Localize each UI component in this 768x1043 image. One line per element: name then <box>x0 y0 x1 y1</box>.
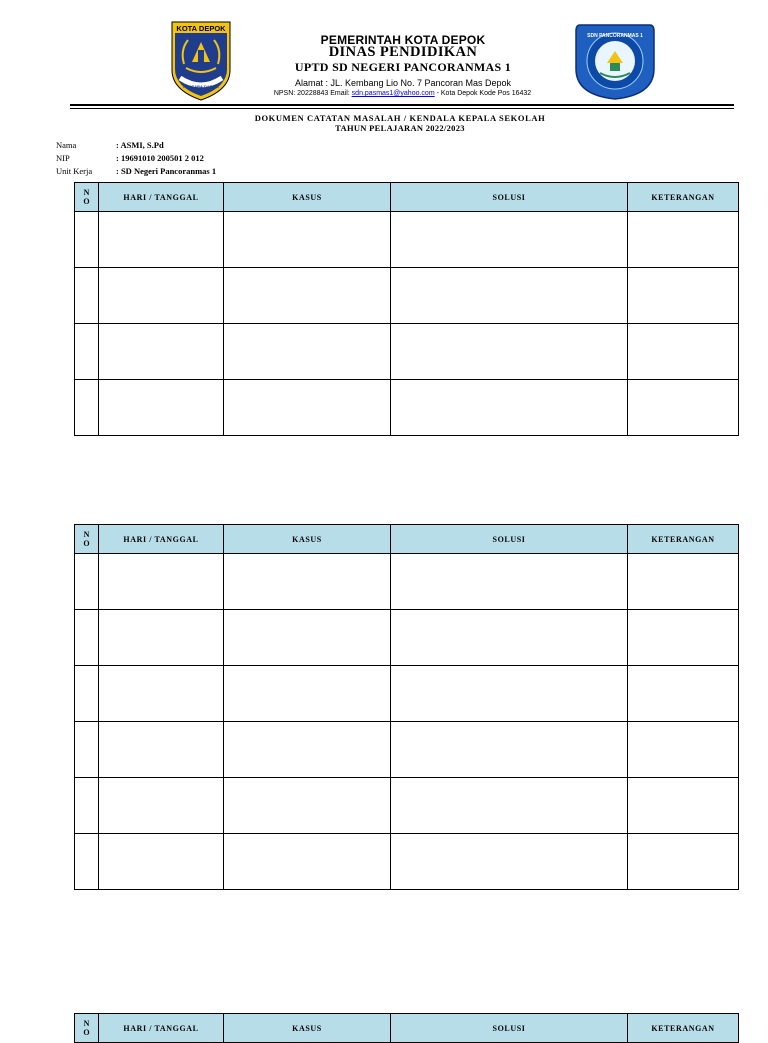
cell-solution <box>391 610 628 666</box>
npsn-suffix: - Kota Depok Kode Pos 16432 <box>434 90 532 97</box>
cell-case <box>224 324 391 380</box>
table-row <box>75 554 739 610</box>
table-row <box>75 778 739 834</box>
cell-date <box>99 268 224 324</box>
table-header-row <box>75 525 739 554</box>
info-unit-value: : SD Negeri Pancoranmas 1 <box>116 166 217 176</box>
department-name: DINAS PENDIDIKAN <box>328 44 478 60</box>
cell-solution <box>391 212 628 268</box>
cell-solution <box>391 324 628 380</box>
email-link[interactable]: sdn.pasmas1@yahoo.com <box>351 90 435 97</box>
info-nip-value: : 19691010 200501 2 012 <box>116 153 204 163</box>
contact-line <box>230 90 575 97</box>
logo-left-ribbon-text: PANCARA DARMA <box>183 84 219 89</box>
cell-case <box>224 722 391 778</box>
table-row <box>75 268 739 324</box>
logo-right-text: SDN PANCORANMAS 1 <box>587 33 643 39</box>
col-header-date: HARI / TANGGAL <box>99 183 224 212</box>
header-divider-thick <box>70 104 734 106</box>
cell-case <box>224 380 391 436</box>
cell-remarks <box>628 554 739 610</box>
table-row <box>75 212 739 268</box>
document-subtitle: TAHUN PELAJARAN 2022/2023 <box>335 123 465 133</box>
npsn-prefix: NPSN: 20228843 Email: <box>273 90 350 97</box>
sdn-pancoranmas-school-emblem-icon <box>574 21 656 101</box>
cell-date <box>99 778 224 834</box>
table-row <box>75 324 739 380</box>
col-header-solution: SOLUSI <box>391 183 628 212</box>
cell-solution <box>391 778 628 834</box>
cell-case <box>224 554 391 610</box>
cell-remarks <box>628 380 739 436</box>
cell-no <box>75 324 99 380</box>
col-header-case: KASUS <box>224 1014 391 1043</box>
school-name: UPTD SD NEGERI PANCORANMAS 1 <box>294 60 512 74</box>
cell-solution <box>391 834 628 890</box>
cell-case <box>224 610 391 666</box>
header-divider-thin <box>70 108 734 109</box>
school-address: Alamat : JL. Kembang Lio No. 7 Pancoran Mas Depok <box>294 78 512 88</box>
cell-solution <box>391 268 628 324</box>
government-name: PEMERINTAH KOTA DEPOK <box>320 33 486 47</box>
cell-no <box>75 212 99 268</box>
issues-table <box>74 182 739 436</box>
cell-no <box>75 268 99 324</box>
cell-date <box>99 722 224 778</box>
cell-no <box>75 610 99 666</box>
table-row <box>75 722 739 778</box>
cell-date <box>99 324 224 380</box>
cell-date <box>99 554 224 610</box>
col-header-remarks: KETERANGAN <box>628 183 739 212</box>
cell-remarks <box>628 610 739 666</box>
issues-table <box>74 524 739 890</box>
col-header-no: N O <box>75 183 99 212</box>
cell-remarks <box>628 666 739 722</box>
info-unit-row <box>56 166 216 176</box>
col-header-case: KASUS <box>224 183 391 212</box>
col-header-remarks: KETERANGAN <box>628 525 739 554</box>
info-unit-label: Unit Kerja <box>56 166 93 176</box>
cell-date <box>99 834 224 890</box>
table-row <box>75 380 739 436</box>
col-header-no: N O <box>75 525 99 554</box>
cell-no <box>75 380 99 436</box>
col-header-solution: SOLUSI <box>391 1014 628 1043</box>
info-nip-label: NIP <box>56 153 70 163</box>
cell-remarks <box>628 778 739 834</box>
cell-remarks <box>628 722 739 778</box>
cell-remarks <box>628 212 739 268</box>
kota-depok-emblem-icon <box>170 20 232 102</box>
cell-solution <box>391 722 628 778</box>
table-row <box>75 610 739 666</box>
letterhead <box>0 0 768 110</box>
cell-case <box>224 212 391 268</box>
cell-no <box>75 778 99 834</box>
cell-remarks <box>628 268 739 324</box>
info-name-row <box>56 140 164 150</box>
cell-solution <box>391 666 628 722</box>
table-row <box>75 666 739 722</box>
cell-no <box>75 666 99 722</box>
col-header-remarks: KETERANGAN <box>628 1014 739 1043</box>
cell-case <box>224 778 391 834</box>
cell-no <box>75 722 99 778</box>
issues-table <box>74 1013 739 1043</box>
cell-remarks <box>628 834 739 890</box>
col-header-date: HARI / TANGGAL <box>99 525 224 554</box>
col-header-no: N O <box>75 1014 99 1043</box>
info-name-label: Nama <box>56 140 77 150</box>
cell-case <box>224 834 391 890</box>
table-header-row <box>75 1014 739 1043</box>
cell-date <box>99 380 224 436</box>
info-name-value: : ASMI, S.Pd <box>116 140 164 150</box>
table-header-row <box>75 183 739 212</box>
logo-left-top-text: KOTA DEPOK <box>176 24 226 33</box>
cell-solution <box>391 554 628 610</box>
cell-remarks <box>628 324 739 380</box>
info-nip-row <box>56 153 204 163</box>
col-header-case: KASUS <box>224 525 391 554</box>
cell-solution <box>391 380 628 436</box>
col-header-solution: SOLUSI <box>391 525 628 554</box>
cell-no <box>75 554 99 610</box>
col-header-date: HARI / TANGGAL <box>99 1014 224 1043</box>
cell-case <box>224 666 391 722</box>
cell-date <box>99 666 224 722</box>
cell-date <box>99 212 224 268</box>
document-title: DOKUMEN CATATAN MASALAH / KENDALA KEPALA SEKOLAH <box>254 113 546 123</box>
cell-no <box>75 834 99 890</box>
table-row <box>75 834 739 890</box>
cell-date <box>99 610 224 666</box>
cell-case <box>224 268 391 324</box>
